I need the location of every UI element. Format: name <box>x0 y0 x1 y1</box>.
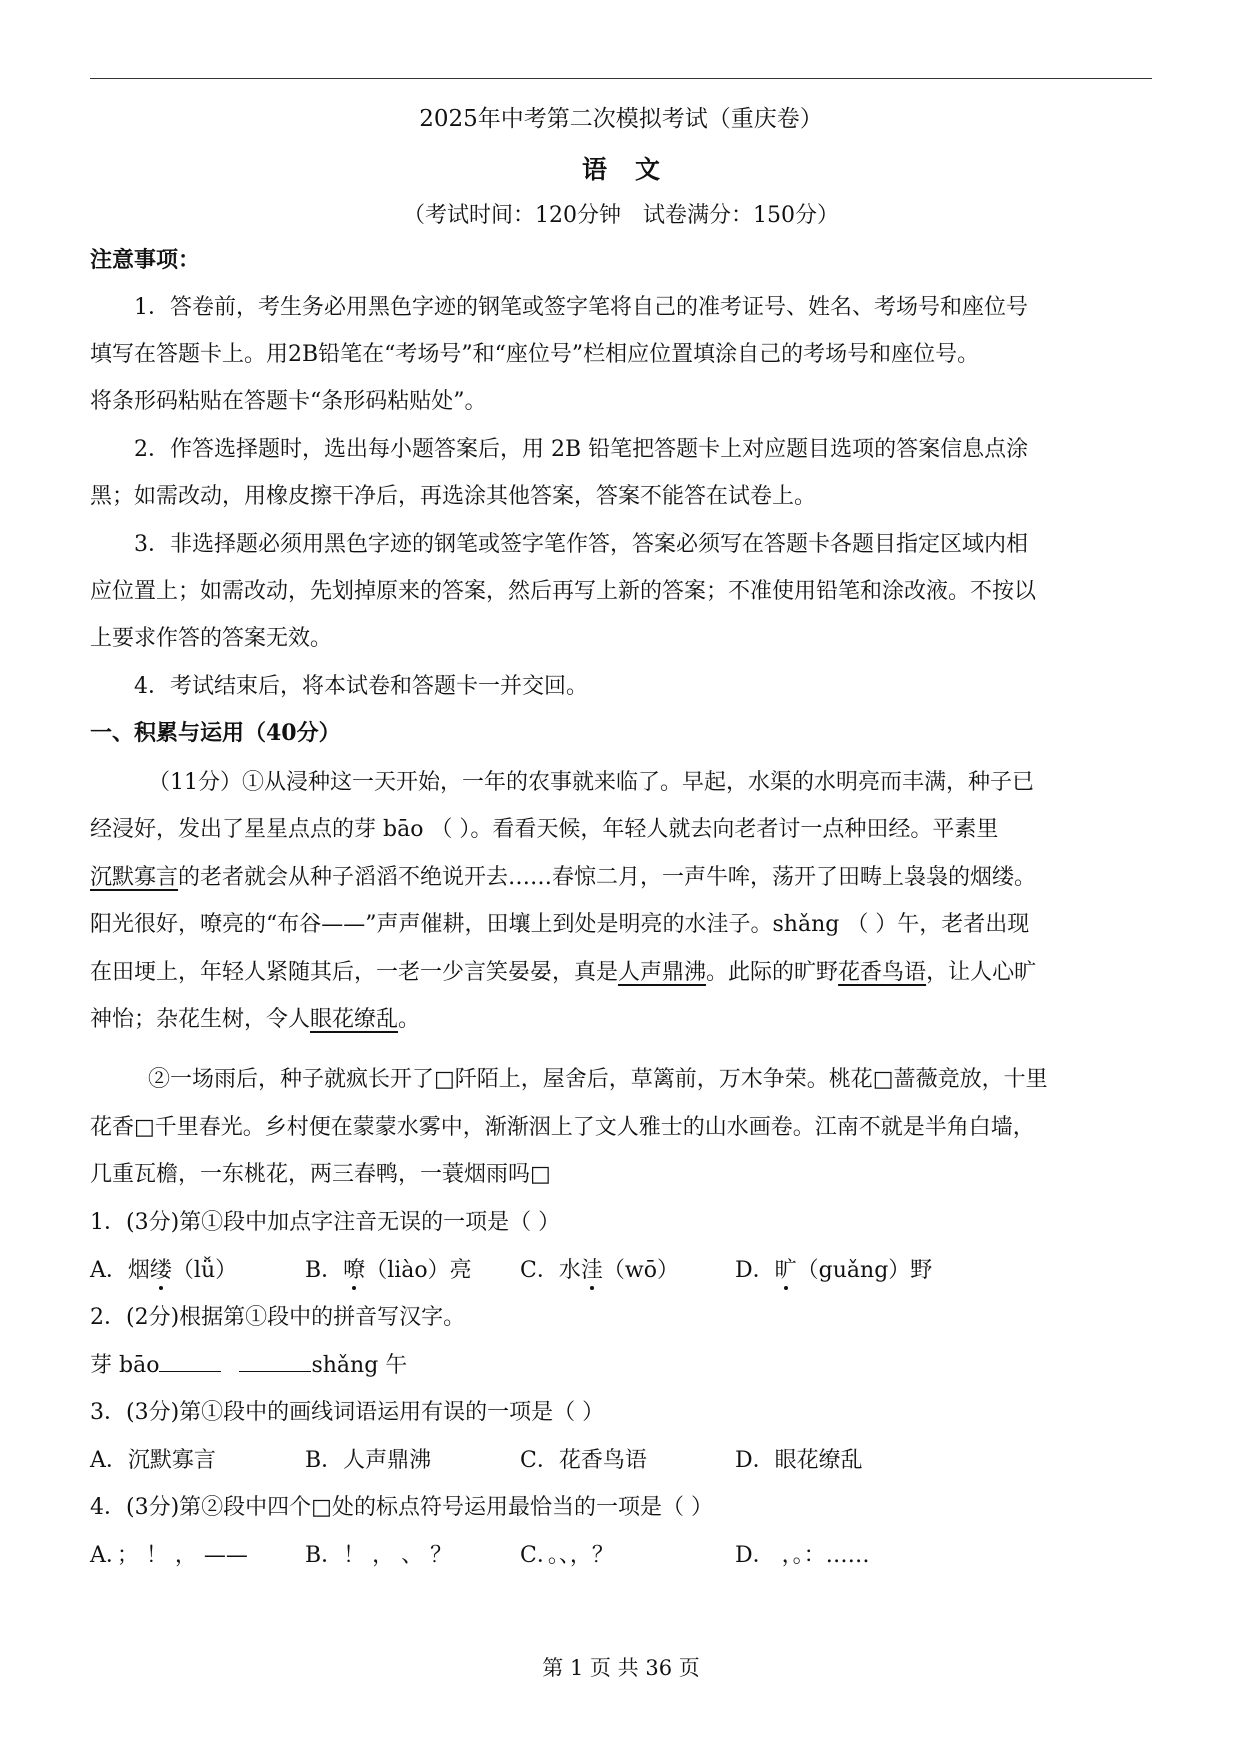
passage-line: （11分）①从浸种这一天开始，一年的农事就来临了。早起，水渠的水明亮而丰满，种子已 <box>148 770 1034 795</box>
passage-line: 沉默寡言的老者就会从种子滔滔不绝说开去……春惊二月，一声牛哞，荡开了田畴上袅袅的烟缕。 <box>90 865 1037 890</box>
option-d: D．旷（guǎng）野 <box>735 1253 932 1284</box>
exam-title: 2025年中考第二次模拟考试（重庆卷） <box>419 106 823 132</box>
question-stem: 1．(3分)第①段中加点字注音无误的一项是（ ） <box>90 1210 561 1235</box>
exam-time-info: （考试时间：120分钟 试卷满分：150分） <box>403 203 839 228</box>
underlined-term: 眼花缭乱 <box>310 1007 399 1032</box>
notice-heading: 注意事项： <box>90 247 201 273</box>
notice-line: 4．考试结束后，将本试卷和答题卡一并交回。 <box>134 674 588 699</box>
notice-line: 将条形码粘贴在答题卡“条形码粘贴处”。 <box>90 389 487 414</box>
option-a: A．烟缕（lǚ） <box>90 1253 305 1284</box>
option-c: C．。、，？ <box>520 1543 614 1568</box>
notice-line: 3．非选择题必须用黑色字迹的钢笔或签字笔作答，答案必须写在答题卡各题目指定区域内相 <box>134 532 1029 557</box>
passage-line: 在田埂上，年轻人紧随其后，一老一少言笑晏晏，真是人声鼎沸。此际的旷野花香鸟语，让人心旷 <box>90 960 1037 985</box>
question-options <box>90 1253 932 1284</box>
notice-line: 黑；如需改动，用橡皮擦干净后，再选涂其他答案，答案不能答在试卷上。 <box>90 484 817 509</box>
passage-line: ②一场雨后，种子就疯长开了□阡陌上，屋舍后，草篱前，万木争荣。桃花□蔷薇竞放，十里 <box>148 1067 1048 1092</box>
option-b: B．嘹（liào）亮 <box>305 1253 520 1284</box>
passage-line: 经浸好，发出了星星点点的芽 bāo （ ）。看看天候，年轻人就去向老者讨一点种田经。平素里 <box>90 817 999 842</box>
passage-line: 神怡；杂花生树，令人眼花缭乱。 <box>90 1007 421 1032</box>
question-stem: 3．(3分)第①段中的画线词语运用有误的一项是（ ） <box>90 1400 605 1425</box>
passage-line: 阳光很好，嘹亮的“布谷——”声声催耕，田壤上到处是明亮的水洼子。shǎng （ ）午，老者出现 <box>90 912 1030 937</box>
option-d: D．眼花缭乱 <box>735 1448 863 1473</box>
question-options <box>90 1538 870 1569</box>
underlined-term: 沉默寡言 <box>90 865 179 890</box>
header-rule <box>90 78 1152 79</box>
answer-blank[interactable] <box>159 1353 221 1372</box>
notice-line: 上要求作答的答案无效。 <box>90 626 333 651</box>
subject-title: 语文 <box>581 155 688 184</box>
option-b: B．！ ， 、 ？ <box>305 1543 453 1568</box>
option-b: B．人声鼎沸 <box>305 1448 432 1473</box>
question-stem: 2．(2分)根据第①段中的拼音写汉字。 <box>90 1305 466 1330</box>
option-d: D． ，。：…… <box>735 1543 870 1568</box>
question-options <box>90 1443 863 1474</box>
notice-line: 填写在答题卡上。用2B铅笔在“考场号”和“座位号”栏相应位置填涂自己的考场号和座位号。 <box>90 342 980 367</box>
notice-line: 2．作答选择题时，选出每小题答案后，用 2B 铅笔把答题卡上对应题目选项的答案信息点涂 <box>134 437 1029 462</box>
answer-blank[interactable] <box>239 1353 311 1372</box>
option-c: C．花香鸟语 <box>520 1448 647 1473</box>
option-a: A．沉默寡言 <box>90 1448 216 1473</box>
passage-line: 几重瓦檐，一东桃花，两三春鸭，一蓑烟雨吗□ <box>90 1162 551 1187</box>
section-heading: 一、积累与运用（40分） <box>90 720 341 746</box>
notice-line: 应位置上；如需改动，先划掉原来的答案，然后再写上新的答案；不准使用铅笔和涂改液。不按以 <box>90 579 1037 604</box>
underlined-term: 花香鸟语 <box>838 960 927 985</box>
underlined-term: 人声鼎沸 <box>618 960 707 985</box>
question-stem: 4．(3分)第②段中四个□处的标点符号运用最恰当的一项是（ ） <box>90 1495 713 1520</box>
passage-line: 花香□千里春光。乡村便在蒙蒙水雾中，渐渐洇上了文人雅士的山水画卷。江南不就是半角白墙， <box>90 1115 1035 1140</box>
notice-line: 1．答卷前，考生务必用黑色字迹的钢笔或签字笔将自己的准考证号、姓名、考场号和座位号 <box>134 295 1029 320</box>
option-a: A．； ！ ， —— <box>90 1543 248 1568</box>
option-c: C．水洼（wō） <box>520 1253 735 1284</box>
question-blanks: 芽 bāo shǎng 午 <box>90 1353 408 1378</box>
page-number: 第 1 页 共 36 页 <box>542 1656 700 1680</box>
